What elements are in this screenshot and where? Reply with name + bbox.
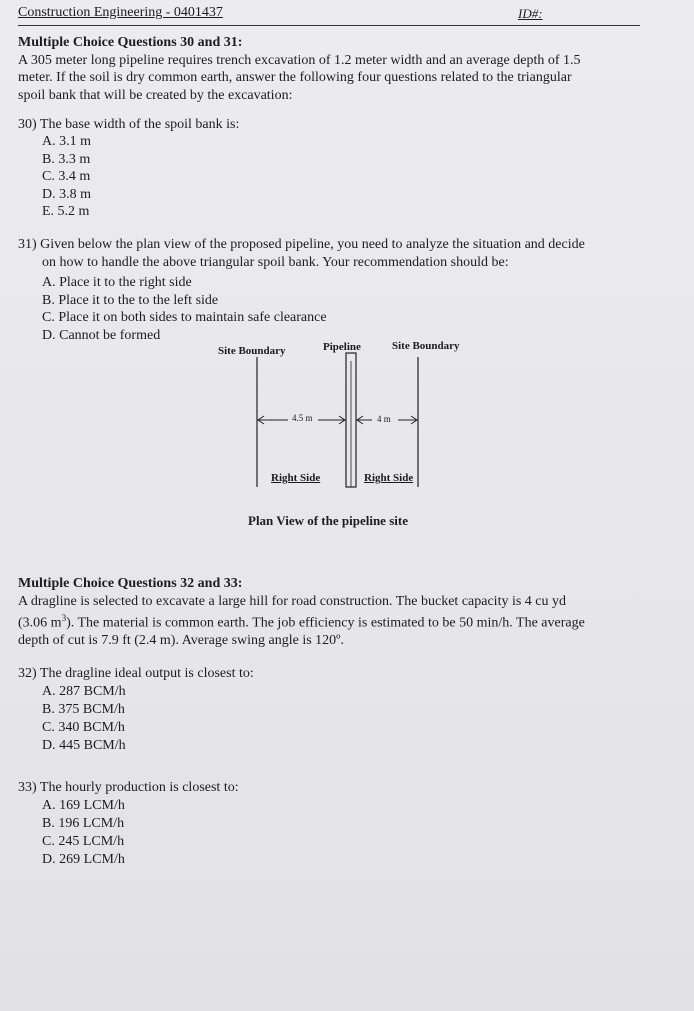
q30-stem: 30) The base width of the spoil bank is: [18, 117, 240, 132]
section1-line: spoil bank that will be created by the excavation: [18, 87, 293, 103]
pipeline-label: Pipeline [323, 341, 361, 353]
q30-option[interactable]: A. 3.1 m [42, 134, 91, 149]
q30-option[interactable]: C. 3.4 m [42, 169, 91, 184]
section2-title: Multiple Choice Questions 32 and 33: [18, 576, 243, 591]
q32-option[interactable]: A. 287 BCM/h [42, 684, 126, 699]
q31-option[interactable]: C. Place it on both sides to maintain safe clearance [42, 310, 327, 325]
q30-option[interactable]: D. 3.8 m [42, 187, 91, 202]
id-label: ID#: [518, 6, 543, 21]
pipeline-plan-diagram [200, 335, 500, 535]
section2-intro [18, 575, 658, 650]
right-side-label: Right Side [364, 472, 414, 484]
section2-line-part: (3.06 m [18, 615, 62, 631]
dim-right-label: 4 m [377, 414, 391, 424]
q31-stem [18, 236, 658, 271]
q30-option[interactable]: B. 3.3 m [42, 152, 91, 167]
q31-option[interactable]: A. Place it to the right side [42, 275, 192, 290]
pipeline-plan-drawing [200, 335, 500, 515]
site-boundary-left-label: Site Boundary [218, 345, 286, 357]
q31-option[interactable]: D. Cannot be formed [42, 328, 161, 343]
right-side-label: Right Side [271, 472, 321, 484]
q30-option[interactable]: E. 5.2 m [42, 204, 90, 219]
section1-title: Multiple Choice Questions 30 and 31: [18, 35, 243, 50]
section1-line: A 305 meter long pipeline requires trench excavation of 1.2 meter width and an average depth of 1.5 [18, 52, 581, 68]
q31-stem-line: 31) Given below the plan view of the proposed pipeline, you need to analyze the situation and decide [18, 237, 585, 252]
q32-option[interactable]: B. 375 BCM/h [42, 702, 125, 717]
q33-option[interactable]: A. 169 LCM/h [42, 798, 125, 813]
site-boundary-right-label: Site Boundary [392, 340, 460, 352]
course-title: Construction Engineering - 0401437 [18, 5, 223, 20]
q33-option[interactable]: C. 245 LCM/h [42, 834, 125, 849]
page-header [18, 5, 640, 26]
section2-line [18, 610, 658, 632]
section2-line: depth of cut is 7.9 ft (2.4 m). Average swing angle is 120º. [18, 633, 345, 649]
q31-stem-line: on how to handle the above triangular spoil bank. Your recommendation should be: [42, 254, 509, 270]
q33-option[interactable]: B. 196 LCM/h [42, 816, 125, 831]
q32-option[interactable]: D. 445 BCM/h [42, 738, 126, 753]
q32-option[interactable]: C. 340 BCM/h [42, 720, 125, 735]
q33-stem: 33) The hourly production is closest to: [18, 780, 239, 795]
section2-superscript: 3 [61, 613, 67, 623]
diagram-caption: Plan View of the pipeline site [248, 513, 408, 528]
q31-option[interactable]: B. Place it to the to the left side [42, 293, 219, 308]
q33-option[interactable]: D. 269 LCM/h [42, 852, 125, 867]
section2-line: A dragline is selected to excavate a large hill for road construction. The bucket capacity is 4 cu yd [18, 593, 567, 609]
section1-line: meter. If the soil is dry common earth, answer the following four questions related to the triangular [18, 70, 572, 85]
section1-intro [18, 34, 658, 104]
dim-left-label: 4.5 m [292, 413, 313, 423]
section2-line-part: ). The material is common earth. The job efficiency is estimated to be 50 min/h. The average [66, 615, 585, 631]
q32-stem: 32) The dragline ideal output is closest to: [18, 666, 254, 681]
